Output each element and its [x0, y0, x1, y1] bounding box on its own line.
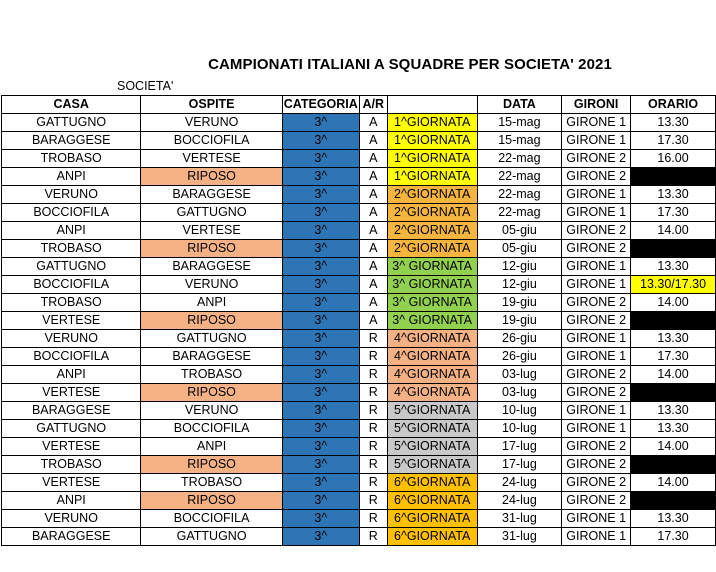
cell-girone: GIRONE 1 [562, 258, 631, 276]
cell-orario [631, 384, 716, 402]
cell-girone: GIRONE 1 [562, 402, 631, 420]
cell-ospite: BOCCIOFILA [141, 510, 282, 528]
cell-data: 22-mag [477, 168, 562, 186]
cell-giornata: 6^GIORNATA [387, 492, 477, 510]
cell-girone: GIRONE 2 [562, 456, 631, 474]
table-row [2, 330, 716, 348]
cell-giornata: 2^GIORNATA [387, 222, 477, 240]
cell-giornata: 2^GIORNATA [387, 186, 477, 204]
cell-orario: 13.30 [631, 510, 716, 528]
header-ospite: OSPITE [141, 96, 282, 114]
cell-data: 15-mag [477, 114, 562, 132]
cell-girone: GIRONE 1 [562, 330, 631, 348]
cell-data: 19-giu [477, 312, 562, 330]
cell-data: 31-lug [477, 528, 562, 546]
cell-ar: A [359, 204, 387, 222]
cell-data: 22-mag [477, 204, 562, 222]
cell-giornata: 3^ GIORNATA [387, 312, 477, 330]
table-row [2, 510, 716, 528]
cell-girone: GIRONE 2 [562, 150, 631, 168]
cell-ospite: VERTESE [141, 150, 282, 168]
cell-ospite: GATTUGNO [141, 330, 282, 348]
cell-giornata: 3^ GIORNATA [387, 276, 477, 294]
cell-categoria: 3^ [282, 510, 359, 528]
cell-ar: R [359, 528, 387, 546]
cell-giornata: 1^GIORNATA [387, 150, 477, 168]
cell-data: 17-lug [477, 456, 562, 474]
cell-ospite: ANPI [141, 294, 282, 312]
table-row [2, 240, 716, 258]
cell-ospite: RIPOSO [141, 168, 282, 186]
cell-ar: R [359, 330, 387, 348]
cell-categoria: 3^ [282, 402, 359, 420]
cell-ar: R [359, 492, 387, 510]
cell-data: 10-lug [477, 402, 562, 420]
cell-casa: TROBASO [2, 240, 141, 258]
cell-ospite: RIPOSO [141, 384, 282, 402]
table-row [2, 528, 716, 546]
cell-ospite: VERUNO [141, 402, 282, 420]
table-row [2, 204, 716, 222]
cell-ar: R [359, 384, 387, 402]
cell-casa: TROBASO [2, 456, 141, 474]
cell-data: 22-mag [477, 186, 562, 204]
cell-categoria: 3^ [282, 420, 359, 438]
cell-data: 03-lug [477, 366, 562, 384]
table-row [2, 312, 716, 330]
cell-ospite: RIPOSO [141, 240, 282, 258]
societa-label: SOCIETA' [117, 79, 174, 93]
cell-girone: GIRONE 2 [562, 366, 631, 384]
cell-girone: GIRONE 2 [562, 438, 631, 456]
cell-girone: GIRONE 1 [562, 276, 631, 294]
cell-categoria: 3^ [282, 222, 359, 240]
cell-ospite: BARAGGESE [141, 186, 282, 204]
cell-orario [631, 168, 716, 186]
table-row [2, 384, 716, 402]
cell-casa: GATTUGNO [2, 420, 141, 438]
table-row [2, 348, 716, 366]
cell-girone: GIRONE 1 [562, 114, 631, 132]
cell-casa: VERUNO [2, 510, 141, 528]
cell-casa: BARAGGESE [2, 528, 141, 546]
cell-girone: GIRONE 1 [562, 348, 631, 366]
cell-casa: VERTESE [2, 384, 141, 402]
cell-orario: 14.00 [631, 366, 716, 384]
cell-categoria: 3^ [282, 240, 359, 258]
cell-casa: ANPI [2, 168, 141, 186]
header-categoria: CATEGORIA [282, 96, 359, 114]
cell-giornata: 2^GIORNATA [387, 240, 477, 258]
cell-data: 22-mag [477, 150, 562, 168]
cell-giornata: 4^GIORNATA [387, 348, 477, 366]
header-ar: A/R [359, 96, 387, 114]
cell-categoria: 3^ [282, 312, 359, 330]
cell-categoria: 3^ [282, 456, 359, 474]
cell-orario [631, 456, 716, 474]
cell-giornata: 2^GIORNATA [387, 204, 477, 222]
cell-girone: GIRONE 1 [562, 510, 631, 528]
cell-ospite: TROBASO [141, 474, 282, 492]
cell-ospite: GATTUGNO [141, 204, 282, 222]
cell-data: 24-lug [477, 474, 562, 492]
cell-categoria: 3^ [282, 474, 359, 492]
cell-girone: GIRONE 1 [562, 204, 631, 222]
cell-orario [631, 240, 716, 258]
cell-orario: 17.30 [631, 528, 716, 546]
cell-categoria: 3^ [282, 276, 359, 294]
cell-orario: 14.00 [631, 438, 716, 456]
cell-casa: BOCCIOFILA [2, 204, 141, 222]
cell-categoria: 3^ [282, 348, 359, 366]
cell-categoria: 3^ [282, 330, 359, 348]
cell-girone: GIRONE 1 [562, 420, 631, 438]
cell-casa: BARAGGESE [2, 402, 141, 420]
cell-giornata: 5^GIORNATA [387, 420, 477, 438]
cell-data: 05-giu [477, 240, 562, 258]
table-row [2, 168, 716, 186]
cell-casa: ANPI [2, 492, 141, 510]
table-row [2, 186, 716, 204]
cell-girone: GIRONE 2 [562, 222, 631, 240]
cell-ospite: RIPOSO [141, 492, 282, 510]
cell-giornata: 3^ GIORNATA [387, 294, 477, 312]
cell-ospite: ANPI [141, 438, 282, 456]
cell-ar: R [359, 510, 387, 528]
cell-ospite: RIPOSO [141, 312, 282, 330]
cell-casa: VERTESE [2, 438, 141, 456]
cell-ar: A [359, 276, 387, 294]
cell-giornata: 6^GIORNATA [387, 510, 477, 528]
cell-casa: BOCCIOFILA [2, 276, 141, 294]
cell-giornata: 1^GIORNATA [387, 114, 477, 132]
cell-casa: GATTUGNO [2, 258, 141, 276]
cell-orario: 13.30 [631, 330, 716, 348]
cell-categoria: 3^ [282, 132, 359, 150]
cell-girone: GIRONE 2 [562, 168, 631, 186]
page-title: CAMPIONATI ITALIANI A SQUADRE PER SOCIETA' 2021 [208, 56, 612, 73]
cell-orario: 17.30 [631, 132, 716, 150]
cell-girone: GIRONE 2 [562, 312, 631, 330]
schedule-table [1, 95, 716, 546]
cell-ar: A [359, 312, 387, 330]
cell-girone: GIRONE 1 [562, 186, 631, 204]
cell-orario: 13.30/17.30 [631, 276, 716, 294]
cell-ospite: VERUNO [141, 276, 282, 294]
cell-orario: 16.00 [631, 150, 716, 168]
cell-ospite: VERTESE [141, 222, 282, 240]
cell-ar: A [359, 168, 387, 186]
table-row [2, 402, 716, 420]
cell-orario: 13.30 [631, 420, 716, 438]
cell-data: 26-giu [477, 348, 562, 366]
cell-data: 03-lug [477, 384, 562, 402]
cell-orario [631, 312, 716, 330]
table-row [2, 150, 716, 168]
cell-ospite: RIPOSO [141, 456, 282, 474]
cell-giornata: 1^GIORNATA [387, 168, 477, 186]
cell-ospite: BARAGGESE [141, 258, 282, 276]
table-row [2, 222, 716, 240]
table-row [2, 132, 716, 150]
table-row [2, 492, 716, 510]
cell-giornata: 4^GIORNATA [387, 330, 477, 348]
cell-casa: BARAGGESE [2, 132, 141, 150]
cell-ospite: TROBASO [141, 366, 282, 384]
cell-girone: GIRONE 2 [562, 384, 631, 402]
cell-casa: ANPI [2, 366, 141, 384]
cell-data: 31-lug [477, 510, 562, 528]
cell-ospite: BARAGGESE [141, 348, 282, 366]
cell-orario: 17.30 [631, 204, 716, 222]
cell-ospite: BOCCIOFILA [141, 420, 282, 438]
cell-ar: R [359, 402, 387, 420]
cell-data: 05-giu [477, 222, 562, 240]
cell-data: 19-giu [477, 294, 562, 312]
cell-categoria: 3^ [282, 528, 359, 546]
table-row [2, 294, 716, 312]
cell-categoria: 3^ [282, 366, 359, 384]
cell-data: 26-giu [477, 330, 562, 348]
cell-giornata: 5^GIORNATA [387, 456, 477, 474]
cell-girone: GIRONE 2 [562, 294, 631, 312]
table-row [2, 114, 716, 132]
cell-casa: VERUNO [2, 330, 141, 348]
cell-categoria: 3^ [282, 114, 359, 132]
cell-ar: R [359, 348, 387, 366]
cell-orario: 13.30 [631, 402, 716, 420]
cell-casa: ANPI [2, 222, 141, 240]
cell-orario [631, 492, 716, 510]
cell-casa: TROBASO [2, 294, 141, 312]
cell-giornata: 6^GIORNATA [387, 528, 477, 546]
cell-categoria: 3^ [282, 150, 359, 168]
cell-categoria: 3^ [282, 492, 359, 510]
cell-ospite: VERUNO [141, 114, 282, 132]
cell-categoria: 3^ [282, 384, 359, 402]
cell-casa: GATTUGNO [2, 114, 141, 132]
cell-categoria: 3^ [282, 204, 359, 222]
cell-ar: A [359, 222, 387, 240]
cell-data: 12-giu [477, 276, 562, 294]
header-gironi: GIRONI [562, 96, 631, 114]
cell-girone: GIRONE 1 [562, 528, 631, 546]
cell-casa: VERTESE [2, 474, 141, 492]
cell-giornata: 5^GIORNATA [387, 402, 477, 420]
table-row [2, 420, 716, 438]
cell-ar: A [359, 240, 387, 258]
cell-giornata: 3^ GIORNATA [387, 258, 477, 276]
cell-categoria: 3^ [282, 438, 359, 456]
table-row [2, 366, 716, 384]
cell-girone: GIRONE 2 [562, 492, 631, 510]
cell-orario: 13.30 [631, 114, 716, 132]
table-row [2, 438, 716, 456]
cell-categoria: 3^ [282, 186, 359, 204]
cell-giornata: 4^GIORNATA [387, 366, 477, 384]
cell-data: 24-lug [477, 492, 562, 510]
cell-girone: GIRONE 2 [562, 240, 631, 258]
cell-casa: VERUNO [2, 186, 141, 204]
cell-ar: A [359, 114, 387, 132]
cell-data: 15-mag [477, 132, 562, 150]
cell-orario: 14.00 [631, 294, 716, 312]
cell-casa: BOCCIOFILA [2, 348, 141, 366]
schedule-body [2, 114, 716, 546]
cell-orario: 14.00 [631, 222, 716, 240]
cell-giornata: 4^GIORNATA [387, 384, 477, 402]
cell-casa: VERTESE [2, 312, 141, 330]
cell-girone: GIRONE 2 [562, 474, 631, 492]
cell-girone: GIRONE 1 [562, 132, 631, 150]
cell-data: 12-giu [477, 258, 562, 276]
cell-ar: A [359, 186, 387, 204]
header-casa: CASA [2, 96, 141, 114]
cell-casa: TROBASO [2, 150, 141, 168]
cell-ar: A [359, 132, 387, 150]
cell-ar: A [359, 294, 387, 312]
header-data: DATA [477, 96, 562, 114]
cell-categoria: 3^ [282, 294, 359, 312]
cell-ar: R [359, 420, 387, 438]
table-row [2, 456, 716, 474]
cell-ar: A [359, 150, 387, 168]
header-row [2, 96, 716, 114]
table-row [2, 258, 716, 276]
cell-giornata: 5^GIORNATA [387, 438, 477, 456]
cell-orario: 17.30 [631, 348, 716, 366]
cell-data: 17-lug [477, 438, 562, 456]
cell-categoria: 3^ [282, 258, 359, 276]
header-giornata [387, 96, 477, 114]
table-row [2, 474, 716, 492]
cell-data: 10-lug [477, 420, 562, 438]
cell-giornata: 1^GIORNATA [387, 132, 477, 150]
header-orario: ORARIO [631, 96, 716, 114]
cell-ar: A [359, 258, 387, 276]
cell-ar: R [359, 456, 387, 474]
cell-ar: R [359, 438, 387, 456]
cell-orario: 13.30 [631, 186, 716, 204]
cell-orario: 14.00 [631, 474, 716, 492]
cell-orario: 13.30 [631, 258, 716, 276]
cell-ar: R [359, 474, 387, 492]
cell-categoria: 3^ [282, 168, 359, 186]
cell-giornata: 6^GIORNATA [387, 474, 477, 492]
cell-ospite: BOCCIOFILA [141, 132, 282, 150]
cell-ar: R [359, 366, 387, 384]
cell-ospite: GATTUGNO [141, 528, 282, 546]
table-row [2, 276, 716, 294]
